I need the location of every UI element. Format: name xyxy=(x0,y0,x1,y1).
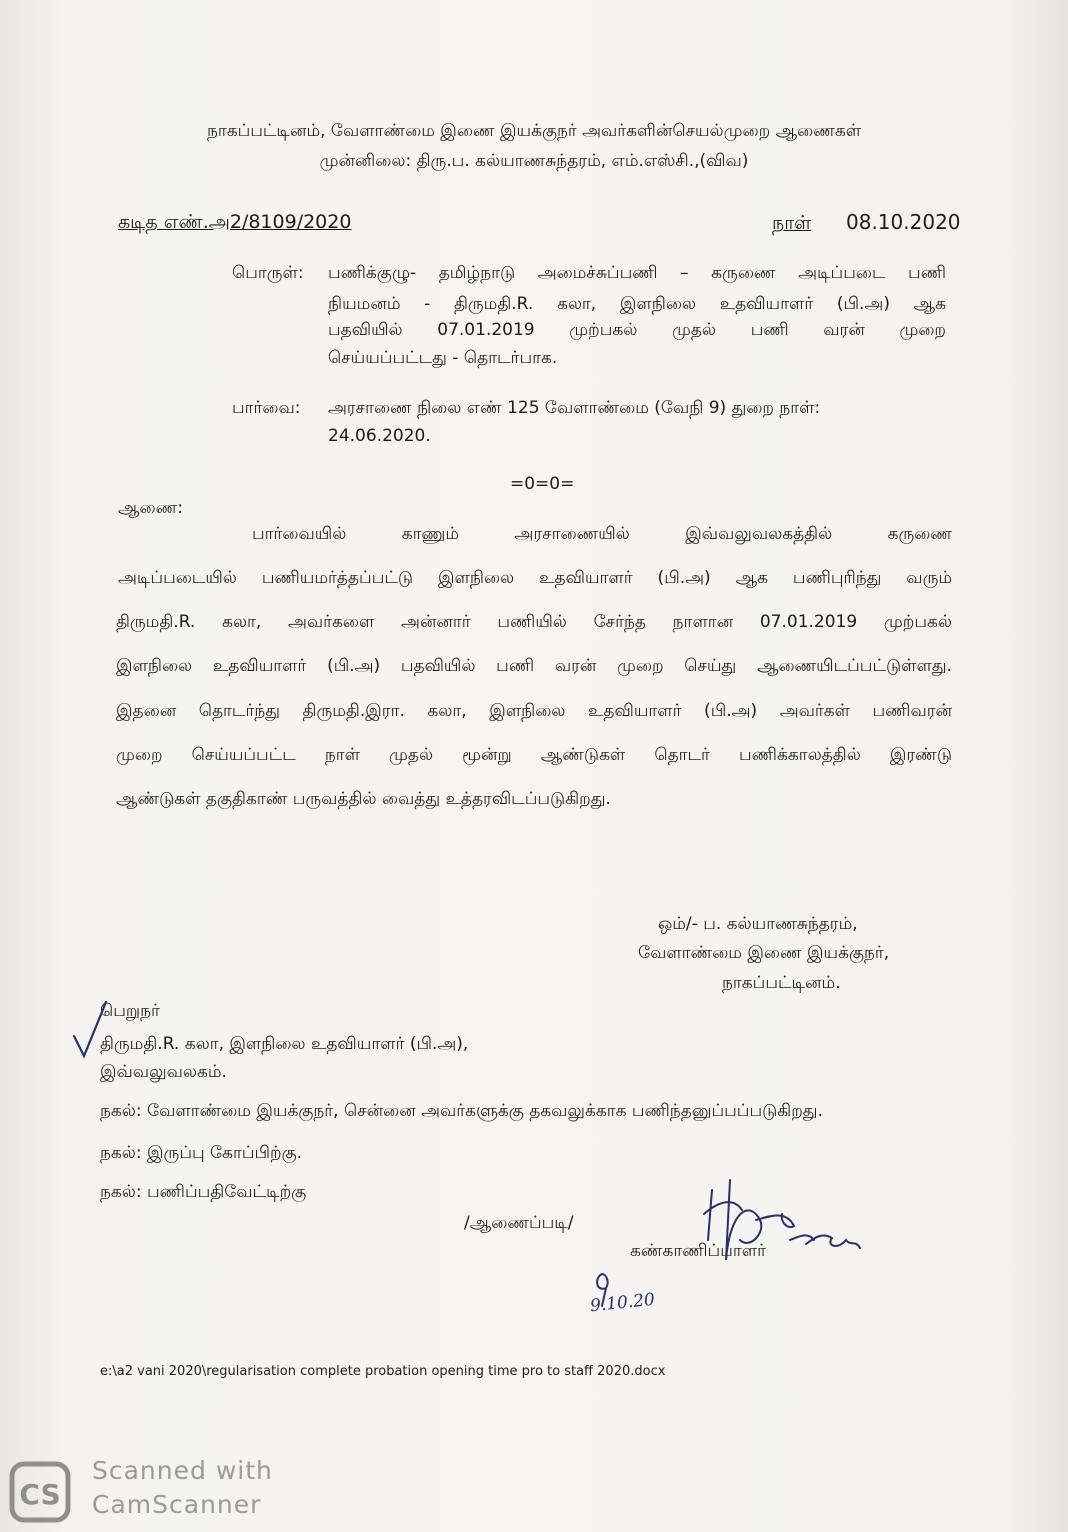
checkmark-icon xyxy=(72,1000,112,1060)
subject-line: நியமனம் - திருமதி.R. கலா, இளநிலை உதவியாளர் (பி.அ) ஆக xyxy=(328,294,946,314)
order-line: பார்வையில் காணும் அரசாணையில் இவ்வலுவலகத்தில் கருணை xyxy=(252,524,952,544)
recipient-line: இவ்வலுவலகம். xyxy=(100,1062,227,1082)
order-line: திருமதி.R. கலா, அவர்களை அன்னார் பணியில் சேர்ந்த நாளான 07.01.2019 முற்பகல் xyxy=(116,612,952,632)
recipient-label: பெறுநர் xyxy=(100,1001,160,1021)
subject-line: செய்யப்பட்டது - தொடர்பாக. xyxy=(328,348,558,368)
camscanner-logo-text: CS xyxy=(19,1478,61,1511)
signatory-line: ஒம்/- ப. கல்யாணசுந்தரம், xyxy=(658,914,858,934)
reference-line: 24.06.2020. xyxy=(328,426,431,446)
by-order: /ஆணைப்படி/ xyxy=(464,1213,574,1233)
order-line: அடிப்படையில் பணியமர்த்தப்பட்டு இளநிலை உதவியாளர் (பி.அ) ஆக பணிபுரிந்து வரும் xyxy=(118,568,952,588)
signatory-line: வேளாண்மை இணை இயக்குநர், xyxy=(638,943,890,963)
subject-label: பொருள்: xyxy=(232,263,304,283)
watermark-line-1: Scanned with xyxy=(92,1456,273,1485)
copy-line: நகல்: இருப்பு கோப்பிற்கு. xyxy=(100,1143,302,1163)
subject-line: பணிக்குழு- தமிழ்நாடு அமைச்சுப்பணி – கருணை அடிப்படை பணி xyxy=(328,263,946,283)
file-path: e:\a2 vani 2020\regularisation complete probation opening time pro to staff 2020.docx xyxy=(100,1364,666,1379)
header-line-2: முன்னிலை: திரு.ப. கல்யாணசுந்தரம், எம்.எஸ்சி.,(விவ) xyxy=(319,151,749,171)
handwritten-signature xyxy=(690,1170,870,1280)
order-line: முறை செய்யப்பட்ட நாள் முதல் மூன்று ஆண்டுகள் தொடர் பணிக்காலத்தில் இரண்டு xyxy=(116,745,952,765)
date-value: 08.10.2020 xyxy=(846,210,961,234)
order-label: ஆணை: xyxy=(118,498,183,518)
copy-line: நகல்: பணிப்பதிவேட்டிற்கு xyxy=(100,1182,307,1202)
reference-label: பார்வை: xyxy=(232,398,301,418)
camscanner-logo-icon xyxy=(8,1460,72,1524)
letter-number: கடித எண்.அ2/8109/2020 xyxy=(118,211,352,233)
recipient-line: திருமதி.R. கலா, இளநிலை உதவியாளர் (பி.அ), xyxy=(100,1034,469,1054)
signatory-line: நாகப்பட்டினம். xyxy=(722,973,841,993)
order-line: ஆண்டுகள் தகுதிகாண் பருவத்தில் வைத்து உத்தரவிடப்படுகிறது. xyxy=(116,789,611,809)
order-line: இளநிலை உதவியாளர் (பி.அ) பதவியில் பணி வரன் முறை செய்து ஆணையிடப்பட்டுள்ளது. xyxy=(116,656,952,676)
handwritten-date: 9.10.20 xyxy=(589,1289,656,1317)
reference-line: அரசாணை நிலை எண் 125 வேளாண்மை (வேநி 9) துறை நாள்: xyxy=(328,398,821,418)
copy-line: நகல்: வேளாண்மை இயக்குநர், சென்னை அவர்களுக்கு தகவலுக்காக பணிந்தனுப்பப்படுகிறது. xyxy=(100,1101,823,1121)
subject-line: பதவியில் 07.01.2019 முற்பகல் முதல் பணி வரன் முறை xyxy=(328,320,946,340)
superintendent-title: கண்காணிப்பாளர் xyxy=(630,1241,766,1261)
separator: =0=0= xyxy=(510,474,575,494)
date-label: நாள் xyxy=(772,212,812,234)
header-line-1: நாகப்பட்டினம், வேளாண்மை இணை இயக்குநர் அவர்களின்செயல்முறை ஆணைகள் xyxy=(206,121,862,141)
watermark-line-2: CamScanner xyxy=(92,1490,262,1519)
camscanner-watermark xyxy=(0,1442,290,1532)
order-line: இதனை தொடர்ந்து திருமதி.இரா. கலா, இளநிலை உதவியாளர் (பி.அ) அவர்கள் பணிவரன் xyxy=(116,701,952,721)
